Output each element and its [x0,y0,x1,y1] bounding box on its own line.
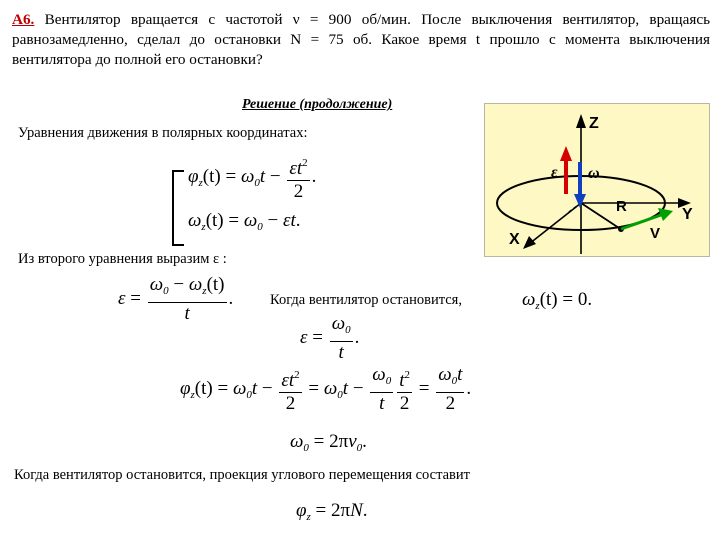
epsilon-arrowhead [560,146,572,161]
projection-text: Когда вентилятор остановится, проекция углового перемещения составит [14,467,470,483]
radius-vector [581,203,619,228]
sub-0: 0 [163,285,169,297]
sub-z: z [201,221,206,233]
den-2c: 2 [445,393,456,414]
sub-z: z [306,511,311,523]
num-t: (t) [206,274,225,295]
sub-z: z [535,300,540,312]
label-y: Y [682,206,693,223]
sym-omega2: ω [243,210,258,231]
sym-dot: . [228,287,234,309]
num-t2: t [399,370,405,391]
sub-0: 0 [254,176,260,189]
frac-eps-t2 [279,364,301,415]
equation-omega-zero [522,289,592,312]
sym-omega: ω [522,289,536,310]
sym-2pi: 2π [329,431,349,452]
sub-z: z [198,176,203,189]
sub-0: 0 [246,388,252,401]
sym-phi: φ [188,165,199,187]
equation-phi-final [296,500,368,523]
sub-0b: 0 [356,442,363,454]
label-x: X [509,231,520,248]
sym-eq: = [125,287,146,309]
sub-0: 0 [345,324,351,336]
sym-eqzero: = 0. [557,289,593,310]
sym-dot: . [354,326,360,348]
label-r: R [616,198,627,215]
num-t3: t [457,364,463,385]
num-minus: − [168,274,189,295]
polar-equations-text: Уравнения движения в полярных координатах: [18,125,308,141]
num-omega: ω [331,313,346,334]
label-epsilon: ε [551,164,558,181]
sym-omega: ω [240,165,255,187]
sub-0: 0 [303,442,309,454]
den-2: 2 [293,181,304,202]
sym-minus2: − [348,377,369,399]
label-v: V [650,225,661,242]
frac-t2-2 [397,364,412,415]
num-eps: ε [281,370,289,391]
sym-phi: φ [296,500,307,521]
problem-label: А6. [12,11,35,28]
num-sub-0: 0 [385,375,392,387]
sym-dot: . [311,165,317,187]
express-epsilon-text: Из второго уравнения выразим ε : [18,251,227,267]
frac-omega-diff [148,274,227,325]
sym-eq: = [308,431,330,452]
sym-eq: = [310,500,332,521]
z-axis-arrowhead [576,114,586,128]
den-t: t [184,303,190,324]
problem-statement [12,10,710,70]
sym-t: (t) [205,210,224,231]
equation-phi [188,152,316,203]
x-axis [529,203,581,244]
den-t: t [338,342,344,363]
sub-0b: 0 [337,388,343,401]
num-t: t [296,158,303,179]
sub-z: z [202,285,207,297]
sym-eq: = [212,377,233,399]
num-t: t [288,370,295,391]
sym-omega: ω [290,431,304,452]
sym-omega: ω [188,210,202,231]
equation-omega0 [290,431,367,454]
den-2: 2 [285,393,296,414]
sym-t: (t) [202,165,221,187]
sym-t3: t [290,210,296,231]
equation-epsilon-general [118,274,233,325]
sym-minus: − [262,210,283,231]
sym-eps: ε [300,326,308,348]
sym-omega2: ω [323,377,338,399]
sym-eq2: = [303,377,324,399]
sym-eps: ε [118,287,126,309]
rotation-figure [484,103,710,257]
sym-N: N [350,500,363,521]
frac-omega0t-2 [436,364,464,415]
sym-dot: . [362,500,368,521]
sym-eq: = [307,326,328,348]
num-omega: ω [149,274,164,295]
num-sq: 2 [294,369,300,381]
rotation-diagram [485,104,709,256]
sym-dot: . [362,431,367,452]
sym-minus: − [257,377,278,399]
equation-phi-expanded [180,364,471,415]
sym-eq: = [223,210,244,231]
solution-title: Решение (продолжение) [242,97,393,112]
equation-omega [188,210,301,233]
sym-dot: . [466,377,472,399]
equation-epsilon [300,313,359,364]
x-axis-arrowhead [523,236,536,249]
sub-0: 0 [257,221,263,233]
num-omega: ω [372,364,386,385]
sym-minus: − [265,165,286,187]
frac-omega0-t [330,313,353,364]
sym-t3: t [342,377,349,399]
sub-z: z [190,388,195,401]
sym-nu: ν [348,431,357,452]
sym-t: (t) [539,289,558,310]
sym-eps: ε [283,210,291,231]
num-sub-0c: 0 [451,375,458,387]
sym-t2: t [259,165,266,187]
sym-omega: ω [232,377,247,399]
stop-condition-text: Когда вентилятор остановится, [270,292,462,308]
sym-t2: t [251,377,258,399]
frac-eps-t2 [287,152,309,203]
problem-text: Вентилятор вращается с частотой ν = 900 об/мин. После выключения вентилятор, вращаясь равнозамедленно, сделал до остановки N = 75 об. Какое время t прошло с момента выключения вентилятора до полной его остановки? [12,11,710,68]
num-sq: 2 [302,157,308,169]
sym-t: (t) [194,377,213,399]
num-eps: ε [289,158,297,179]
frac-omega0-t [370,364,393,415]
num-omega3: ω [438,364,452,385]
label-z: Z [589,115,599,132]
sym-eq: = [220,165,241,187]
den-2b: 2 [399,393,410,414]
label-omega: ω [588,165,600,182]
sym-eq3: = [414,377,435,399]
den-t: t [379,393,385,414]
num-sq2: 2 [404,369,410,381]
num-omega2: ω [188,274,203,295]
sym-dot: . [295,210,301,231]
sym-phi: φ [180,377,191,399]
sym-2pi: 2π [331,500,351,521]
equation-system-bracket [172,170,184,246]
